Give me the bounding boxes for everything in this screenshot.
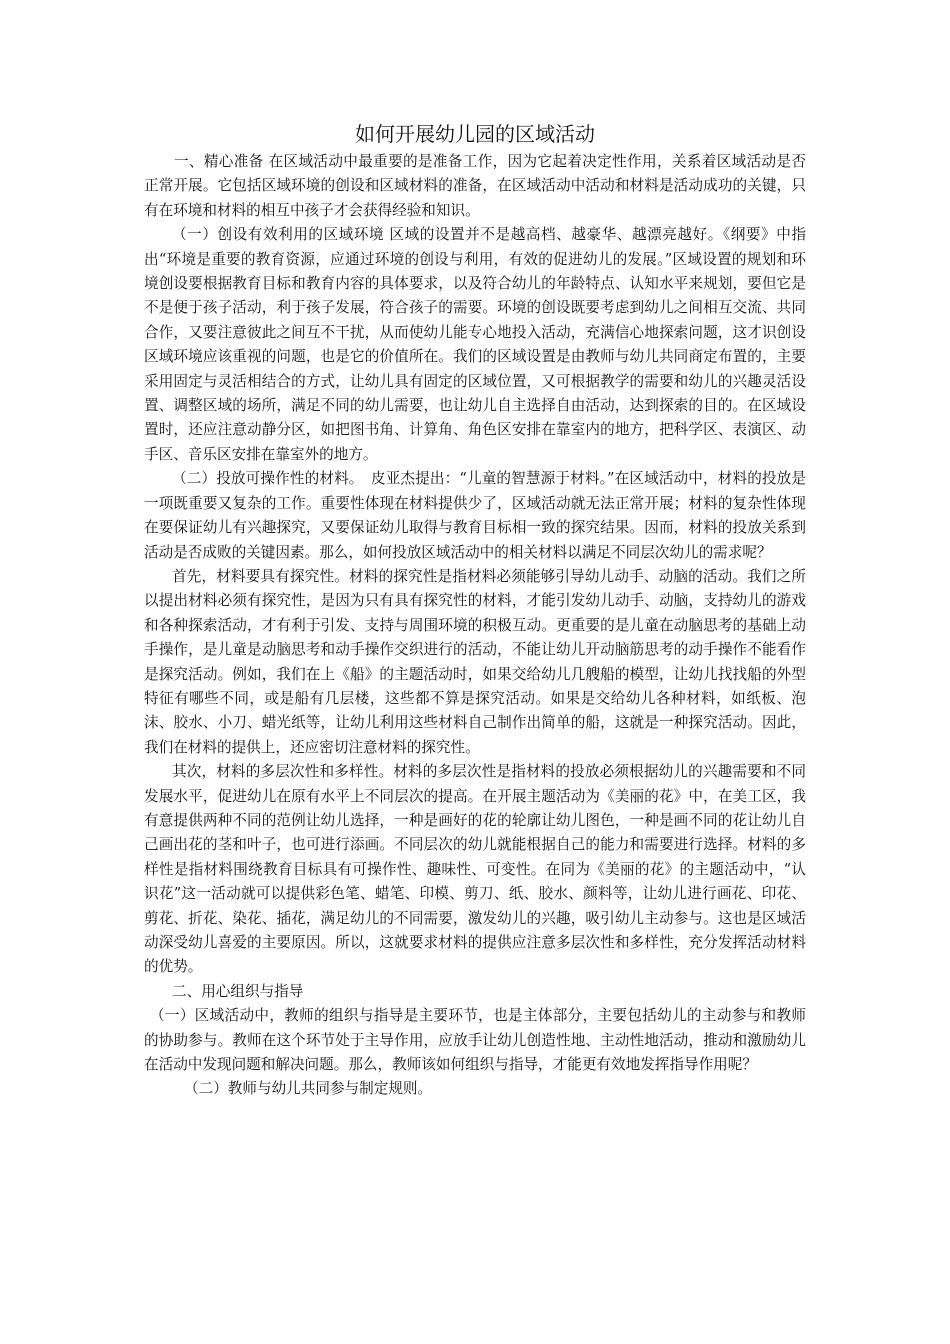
- document-title: 如何开展幼儿园的区域活动: [355, 122, 595, 146]
- paragraph-guidance: （一）区域活动中，教师的组织与指导是主要环节，也是主体部分，主要包括幼儿的主动参与和教师的协助参与。教师在这个环节处于主导作用，应放手让幼儿创造性地、主动性地活动，推动和激励幼儿在活动中发现问题和解决问题。那么，教师该如何组织与指导，才能更有效地发挥指导作用呢？: [144, 1007, 806, 1074]
- paragraph-multilevel: 其次，材料的多层次性和多样性。材料的多层次性是指材料的投放必须根据幼儿的兴趣需要和不同发展水平，促进幼儿在原有水平上不同层次的提高。在开展主题活动为《美丽的花》中，在美工区，我有意提供两种不同的范例让幼儿选择，一种是画好的花的轮廓让幼儿图色，一种是画不同的花让幼儿自己画出花的茎和叶子，也可进行添画。不同层次的幼儿就能根据自己的能力和需要进行选择。材料的多样性是指材料围绕教育目标具有可操作性、趣味性、可变性。在同为《美丽的花》的主题活动中，“认识花”这一活动就可以提供彩色笔、蜡笔、印模、剪刀、纸、胶水、颜料等，让幼儿进行画花、印花、剪花、折花、染花、插花，满足幼儿的不同需要，激发幼儿的兴趣，吸引幼儿主动参与。这也是区域活动深受幼儿喜爱的主要原因。所以，这就要求材料的提供应注意多层次性和多样性，充分发挥活动材料的优势。: [144, 763, 806, 976]
- paragraph-section-1-intro: 一、精心准备 在区域活动中最重要的是准备工作，因为它起着决定性作用，关系着区域活动是否正常开展。它包括区域环境的创设和区域材料的准备，在区域活动中活动和材料是活动成功的关键，只有在环境和材料的相互中孩子才会获得经验和知识。: [144, 153, 806, 219]
- paragraph-environment: （一）创设有效利用的区域环境 区域的设置并不是越高档、越豪华、越漂亮越好。《纲要》中指出“环境是重要的教育资源，应通过环境的创设与利用，有效的促进幼儿的发展。”区域设置的规划和环境创设要根据教育目标和教育内容的具体要求，以及符合幼儿的年龄特点、认知水平来规划，要但它是不是便于孩子活动，利于孩子发展，符合孩子的需要。环境的创设既要考虑到幼儿之间相互交流、共同合作，又要注意彼此之间互不干扰，从而使幼儿能专心地投入活动，充满信心地探索问题，这才识创设区域环境应该重视的问题，也是它的价值所在。我们的区域设置是由教师与幼儿共同商定布置的，主要采用固定与灵活相结合的方式，让幼儿具有固定的区域位置，又可根据教学的需要和幼儿的兴趣灵活设置、调整区域的场所，满足不同的幼儿需要，也让幼儿自主选择自由活动，达到探索的目的。在区域设置时，还应注意动静分区，如把图书角、计算角、角色区安排在靠室内的地方，把科学区、表演区、动手区、音乐区安排在靠室外的地方。: [144, 226, 806, 463]
- paragraph-exploratory: 首先，材料要具有探究性。材料的探究性是指材料必须能够引导幼儿动手、动脑的活动。我们之所以提出材料必须有探究性，是因为只有具有探究性的材料，才能引发幼儿动手、动脑，支持幼儿的游戏和各种探索活动，才有利于引发、支持与周围环境的积极互动。更重要的是儿童在动脑思考的基础上动手操作，是儿童是动脑思考和动手操作交织进行的活动，不能让幼儿开动脑筋思考的动手操作不能看作是探究活动。例如，我们在上《船》的主题活动时，如果交给幼儿几艘船的模型，让幼儿找找船的外型特征有哪些不同，或是船有几层楼，这些都不算是探究活动。如果是交给幼儿各种材料，如纸板、泡沫、胶水、小刀、蜡光纸等，让幼儿利用这些材料自己制作出简单的船，这就是一种探究活动。因此，我们在材料的提供上，还应密切注意材料的探究性。: [144, 567, 806, 756]
- document-page: [144, 120, 806, 1102]
- paragraph-section-2-heading: 二、用心组织与指导: [172, 982, 304, 1000]
- paragraph-rules: （二）教师与幼儿共同参与制定规则。: [184, 1080, 433, 1098]
- paragraph-materials: （二）投放可操作性的材料。 皮亚杰提出：“儿童的智慧源于材料。”在区域活动中，材料的投放是一项既重要又复杂的工作。重要性体现在材料提供少了，区域活动就无法正常开展；材料的复杂性体现在要保证幼儿有兴趣探究，又要保证幼儿取得与教育目标相一致的探究结果。因而，材料的投放关系到活动是否成败的关键因素。那么，如何投放区域活动中的相关材料以满足不同层次幼儿的需求呢？: [144, 470, 806, 561]
